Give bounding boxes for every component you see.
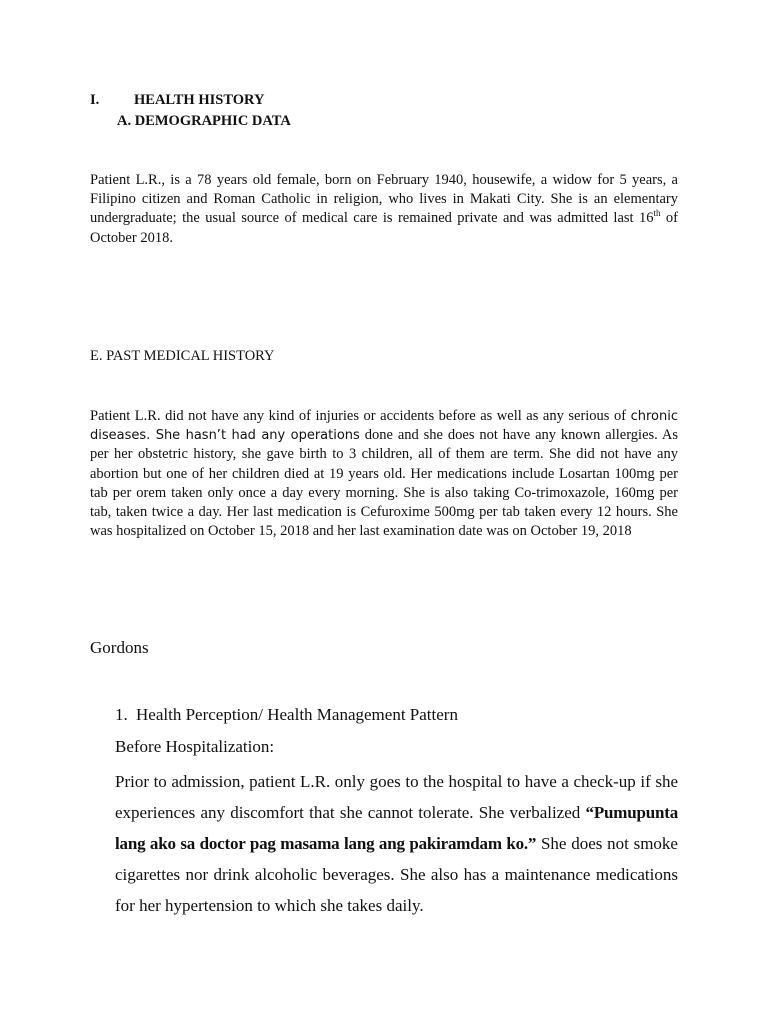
demographic-subheading: A. DEMOGRAPHIC DATA [117,113,291,129]
gordons-heading: Gordons [90,638,149,657]
pattern-number: 1. [115,705,128,724]
past-medical-history-heading: E. PAST MEDICAL HISTORY [90,348,275,364]
section-numeral: I. [90,92,100,108]
demographic-text-end: of October 2018. [90,210,678,246]
prior-admission-paragraph [115,766,678,921]
ordinal-suffix: th [653,208,661,219]
past-medical-history-paragraph [90,407,678,541]
demographic-text: Patient L.R., is a 78 years old female, born on February 1940, housewife, a widow for 5 years, a Filipino citizen and Roman Catholic in religion, who lives in Makati City. She is an elementary undergraduate; the usual source of medical care is remained private and was admitted last 16 [90,172,678,227]
pmh-text-chronic: chronic diseases. She hasn’t had any operations [90,409,678,444]
pmh-text-end: done and she does not have any known allergies. As per her obstetric history, she gave birth to 3 children, all of them are term. She did not have any abortion but one of her children died at 19 years old. Her medications include Losartan 100mg per tab per orem taken only once a day every morning. She is also taking Co-trimoxazole, 160mg per tab, taken twice a day. Her last medication is Cefuroxime 500mg per tab taken every 12 hours. She was hospitalized on October 15, 2018 and her last examination date was on October 19, 2018 [90,427,678,540]
prior-text-start: Prior to admission, patient L.R. only goes to the hospital to have a check-up if she experiences any discomfort that she cannot tolerate. She verbalized [115,772,678,822]
pattern-title: Health Perception/ Health Management Pattern [136,705,458,724]
prior-text-end: She does not smoke cigarettes nor drink alcoholic beverages. She also has a maintenance medications for her hypertension to which she takes daily. [115,834,678,915]
demographic-paragraph [90,171,678,248]
patient-quote: “Pumupunta lang ako sa doctor pag masama lang ang pakiramdam ko.” [115,803,678,853]
section-heading [90,92,264,109]
pattern-heading [115,705,458,725]
before-hospitalization-label: Before Hospitalization: [115,737,275,756]
section-title: HEALTH HISTORY [134,92,265,108]
pmh-text-start: Patient L.R. did not have any kind of injuries or accidents before as well as any serious of [90,408,631,424]
